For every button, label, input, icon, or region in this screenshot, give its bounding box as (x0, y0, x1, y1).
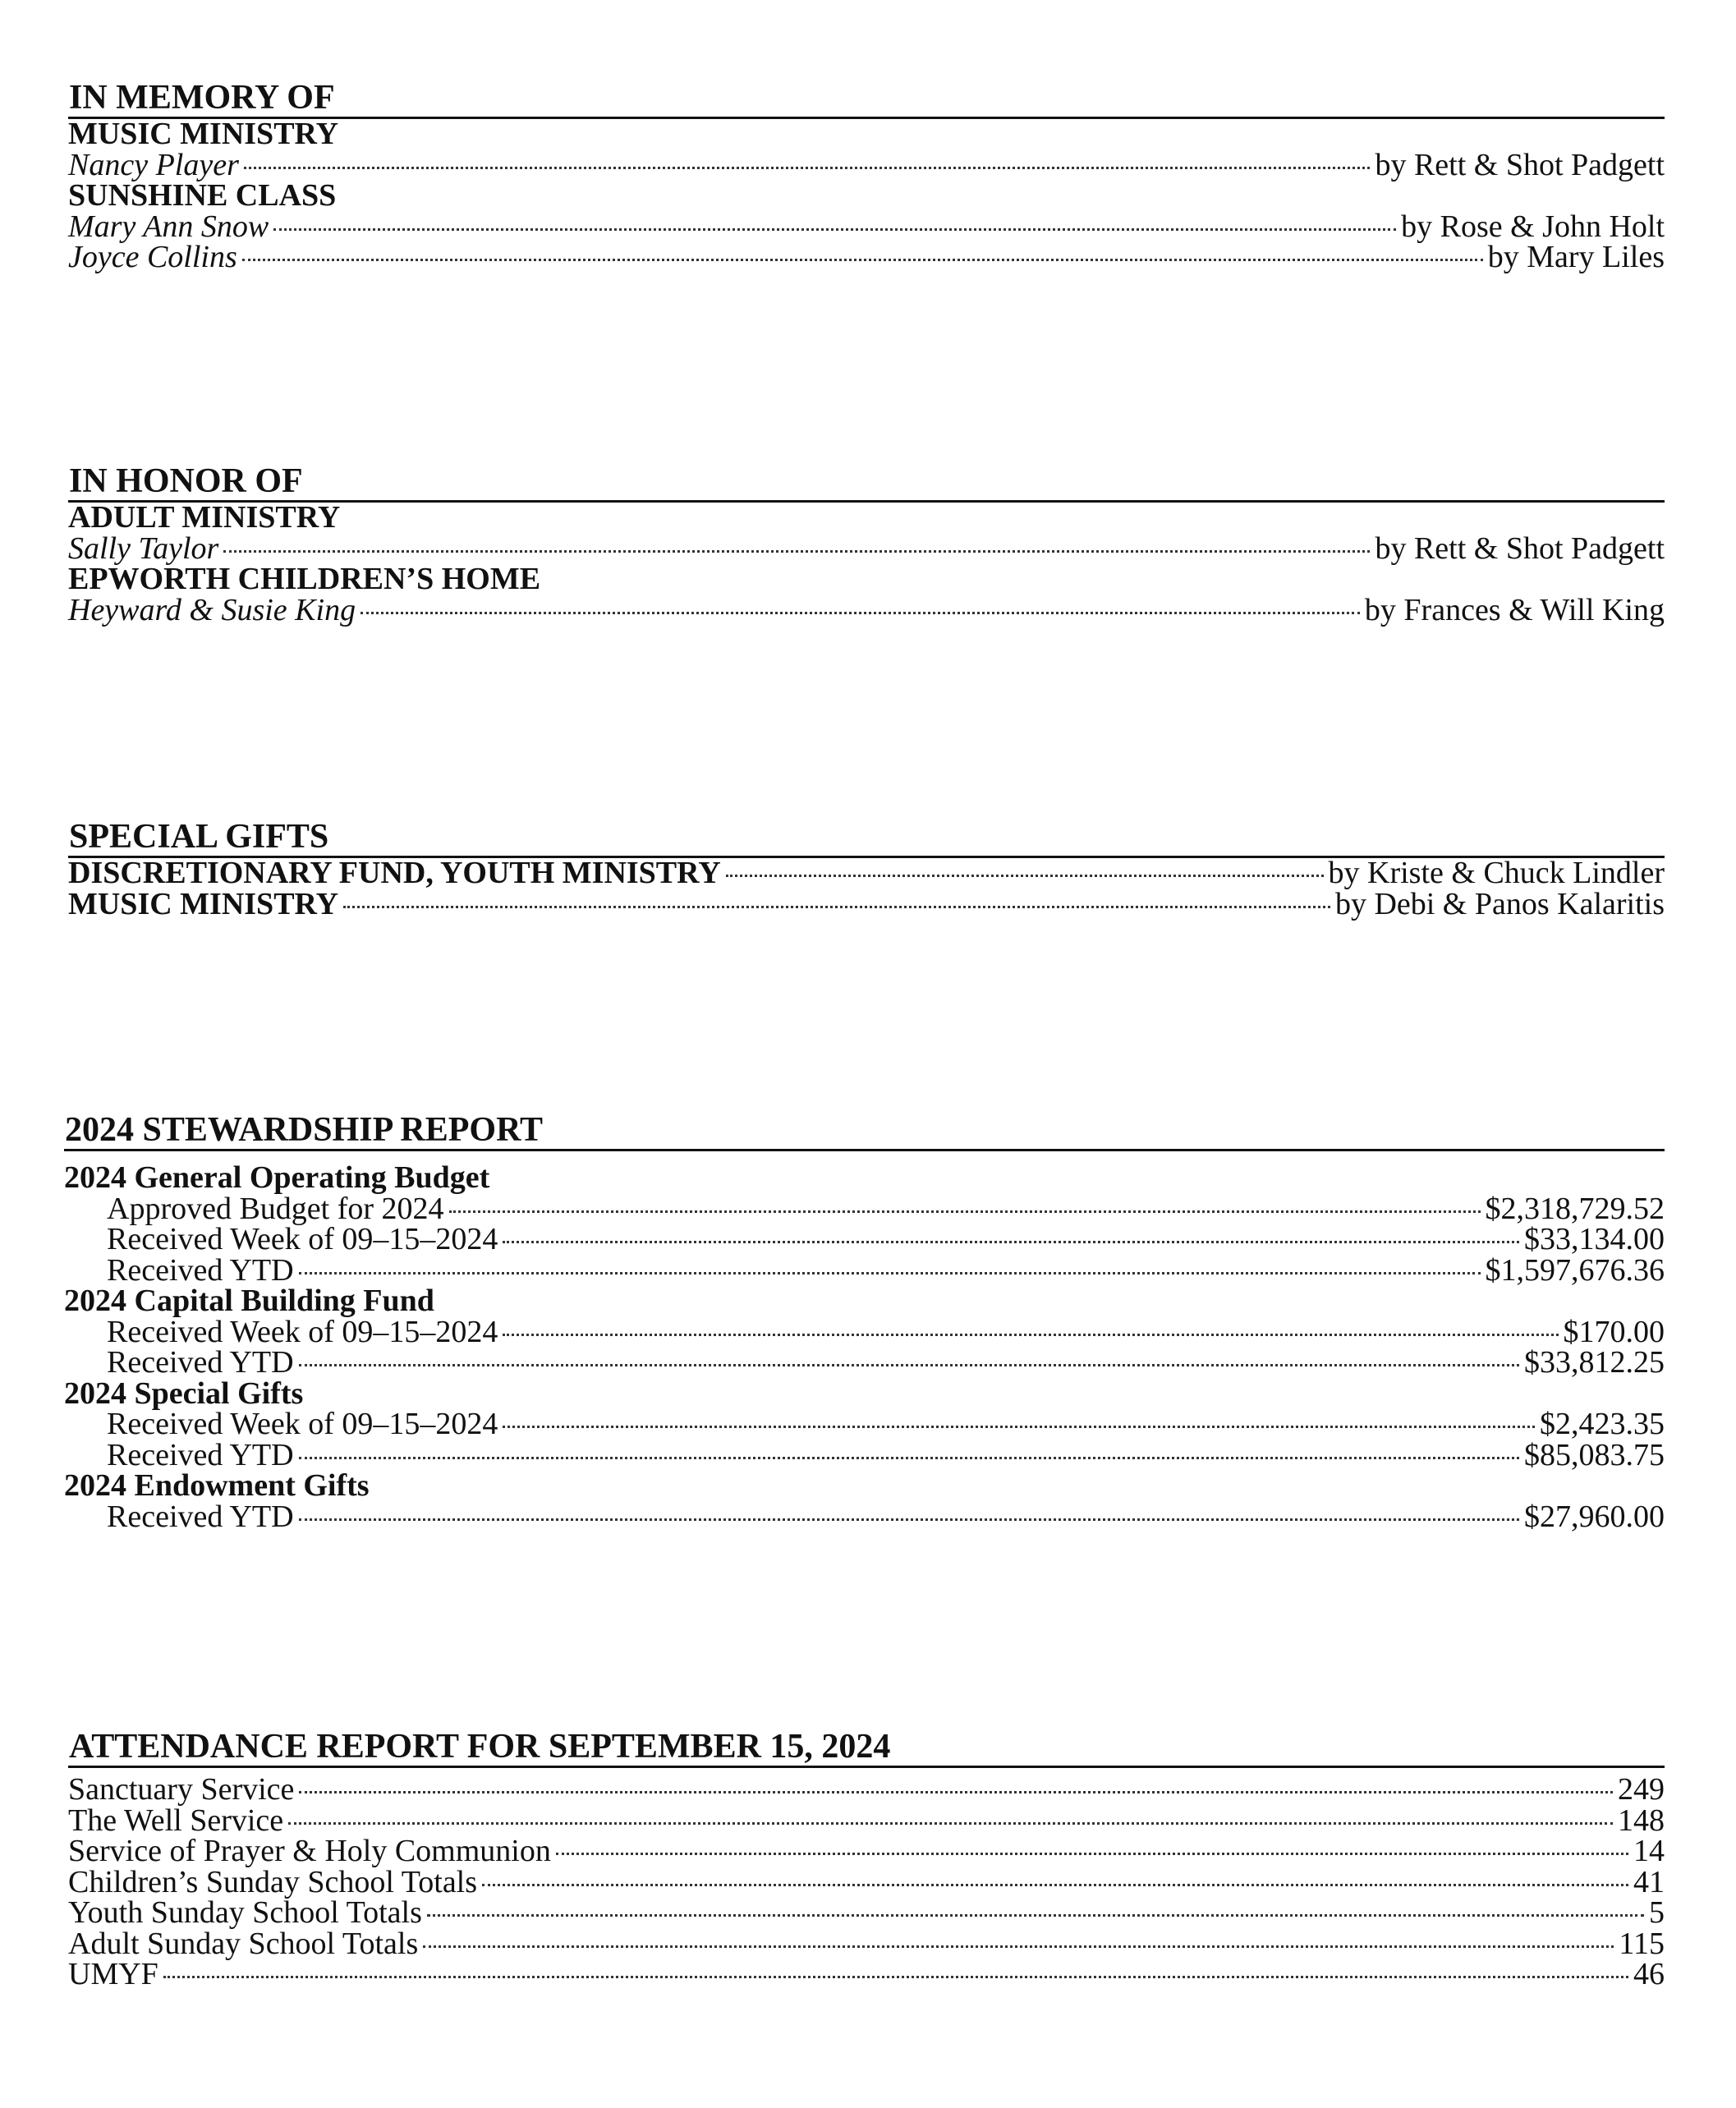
attendance-row (68, 1926, 1665, 1961)
attendance-title: ATTENDANCE REPORT FOR SEPTEMBER 15, 2024 (68, 1728, 1665, 1768)
attendance-label: Youth Sunday School Totals (68, 1895, 422, 1930)
attendance-row (68, 1772, 1665, 1807)
special-gifts-section (68, 818, 1665, 920)
stewardship-value: $85,083.75 (1524, 1437, 1665, 1472)
attendance-row (68, 1959, 1665, 1991)
honor-name: Sally Taylor (68, 530, 219, 566)
attendance-label: Children’s Sunday School Totals (68, 1864, 478, 1899)
honor-entry (68, 530, 1665, 566)
stewardship-label: Received Week of 09–15–2024 (107, 1407, 498, 1441)
stewardship-label: Received YTD (107, 1499, 294, 1534)
memory-entry (68, 209, 1665, 244)
special-gift-entry (68, 858, 1665, 889)
stewardship-item (64, 1252, 1665, 1288)
dot-leader (503, 1241, 1519, 1243)
in-honor-section (68, 462, 1665, 626)
honor-name: Heyward & Susie King (68, 592, 356, 627)
special-gift-fund: DISCRETIONARY FUND, YOUTH MINISTRY (68, 856, 721, 890)
attendance-label: Service of Prayer & Holy Communion (68, 1834, 551, 1868)
memory-name: Nancy Player (68, 147, 239, 182)
dot-leader (423, 1945, 1614, 1948)
attendance-count: 14 (1633, 1834, 1665, 1868)
memory-entry (68, 242, 1665, 273)
stewardship-label: Received Week of 09–15–2024 (107, 1222, 498, 1256)
stewardship-label: Approved Budget for 2024 (107, 1191, 444, 1226)
dot-leader (288, 1822, 1613, 1825)
memory-by: by Rett & Shot Padgett (1375, 147, 1665, 182)
stewardship-item (64, 1409, 1665, 1440)
in-memory-section (68, 79, 1665, 273)
special-gifts-title: SPECIAL GIFTS (68, 818, 1665, 858)
dot-leader (244, 167, 1371, 169)
attendance-count: 148 (1618, 1803, 1665, 1838)
in-memory-title: IN MEMORY OF (68, 79, 1665, 119)
stewardship-label: Received YTD (107, 1252, 294, 1288)
special-gift-fund: MUSIC MINISTRY (68, 886, 339, 921)
honor-group-heading: ADULT MINISTRY (68, 500, 341, 535)
stewardship-category: 2024 General Operating Budget (64, 1160, 490, 1195)
dot-leader (163, 1976, 1628, 1978)
dot-leader (427, 1914, 1644, 1917)
stewardship-value: $27,960.00 (1524, 1499, 1665, 1534)
stewardship-section (64, 1111, 1665, 1532)
dot-leader (242, 259, 1483, 261)
attendance-count: 46 (1633, 1957, 1665, 1991)
memory-name: Mary Ann Snow (68, 209, 269, 244)
honor-by: by Rett & Shot Padgett (1375, 530, 1665, 566)
stewardship-value: $170.00 (1563, 1314, 1665, 1349)
memory-by: by Mary Liles (1487, 240, 1665, 274)
stewardship-value: $2,423.35 (1540, 1407, 1665, 1441)
dot-leader (223, 550, 1370, 553)
dot-leader (299, 1272, 1481, 1274)
special-gift-entry (68, 886, 1665, 921)
dot-leader (482, 1884, 1628, 1886)
stewardship-value: $1,597,676.36 (1485, 1252, 1665, 1288)
dot-leader (343, 906, 1330, 908)
stewardship-title: 2024 STEWARDSHIP REPORT (64, 1111, 1665, 1151)
attendance-row (68, 1836, 1665, 1867)
stewardship-item (64, 1499, 1665, 1534)
honor-entry (68, 592, 1665, 627)
stewardship-label: Received Week of 09–15–2024 (107, 1314, 498, 1349)
attendance-label: Sanctuary Service (68, 1772, 295, 1807)
stewardship-value: $33,812.25 (1524, 1345, 1665, 1380)
special-gift-by: by Kriste & Chuck Lindler (1328, 856, 1665, 890)
stewardship-category: 2024 Special Gifts (64, 1375, 304, 1411)
attendance-count: 249 (1618, 1772, 1665, 1807)
memory-name: Joyce Collins (68, 240, 237, 274)
dot-leader (299, 1518, 1519, 1521)
dot-leader (503, 1334, 1558, 1336)
stewardship-label: Received YTD (107, 1345, 294, 1380)
stewardship-item (64, 1224, 1665, 1256)
dot-leader (449, 1210, 1481, 1213)
dot-leader (503, 1426, 1535, 1428)
dot-leader (273, 228, 1396, 231)
dot-leader (299, 1791, 1613, 1793)
honor-by: by Frances & Will King (1364, 592, 1665, 627)
stewardship-category: 2024 Capital Building Fund (64, 1284, 434, 1318)
special-gift-by: by Debi & Panos Kalaritis (1334, 886, 1665, 921)
stewardship-item (64, 1437, 1665, 1472)
memory-by: by Rose & John Holt (1401, 209, 1665, 244)
attendance-label: UMYF (68, 1957, 158, 1991)
attendance-count: 5 (1649, 1895, 1665, 1930)
stewardship-item (64, 1191, 1665, 1226)
attendance-row (68, 1803, 1665, 1838)
stewardship-value: $2,318,729.52 (1485, 1191, 1665, 1226)
stewardship-label: Received YTD (107, 1437, 294, 1472)
attendance-label: The Well Service (68, 1803, 284, 1838)
dot-leader (726, 875, 1324, 877)
stewardship-category: 2024 Endowment Gifts (64, 1468, 370, 1503)
attendance-row (68, 1895, 1665, 1930)
attendance-section (68, 1728, 1665, 1991)
dot-leader (361, 612, 1360, 614)
attendance-count: 115 (1619, 1926, 1665, 1961)
memory-group-heading: SUNSHINE CLASS (68, 178, 337, 213)
in-honor-title: IN HONOR OF (68, 462, 1665, 503)
stewardship-item (64, 1314, 1665, 1349)
stewardship-value: $33,134.00 (1524, 1222, 1665, 1256)
dot-leader (299, 1364, 1519, 1366)
honor-group-heading: EPWORTH CHILDREN’S HOME (68, 562, 541, 596)
attendance-count: 41 (1633, 1864, 1665, 1899)
dot-leader (299, 1457, 1519, 1459)
memory-entry (68, 147, 1665, 182)
stewardship-item (64, 1345, 1665, 1380)
dot-leader (556, 1853, 1628, 1855)
attendance-row (68, 1864, 1665, 1899)
memory-group-heading: MUSIC MINISTRY (68, 117, 339, 151)
attendance-label: Adult Sunday School Totals (68, 1926, 419, 1961)
